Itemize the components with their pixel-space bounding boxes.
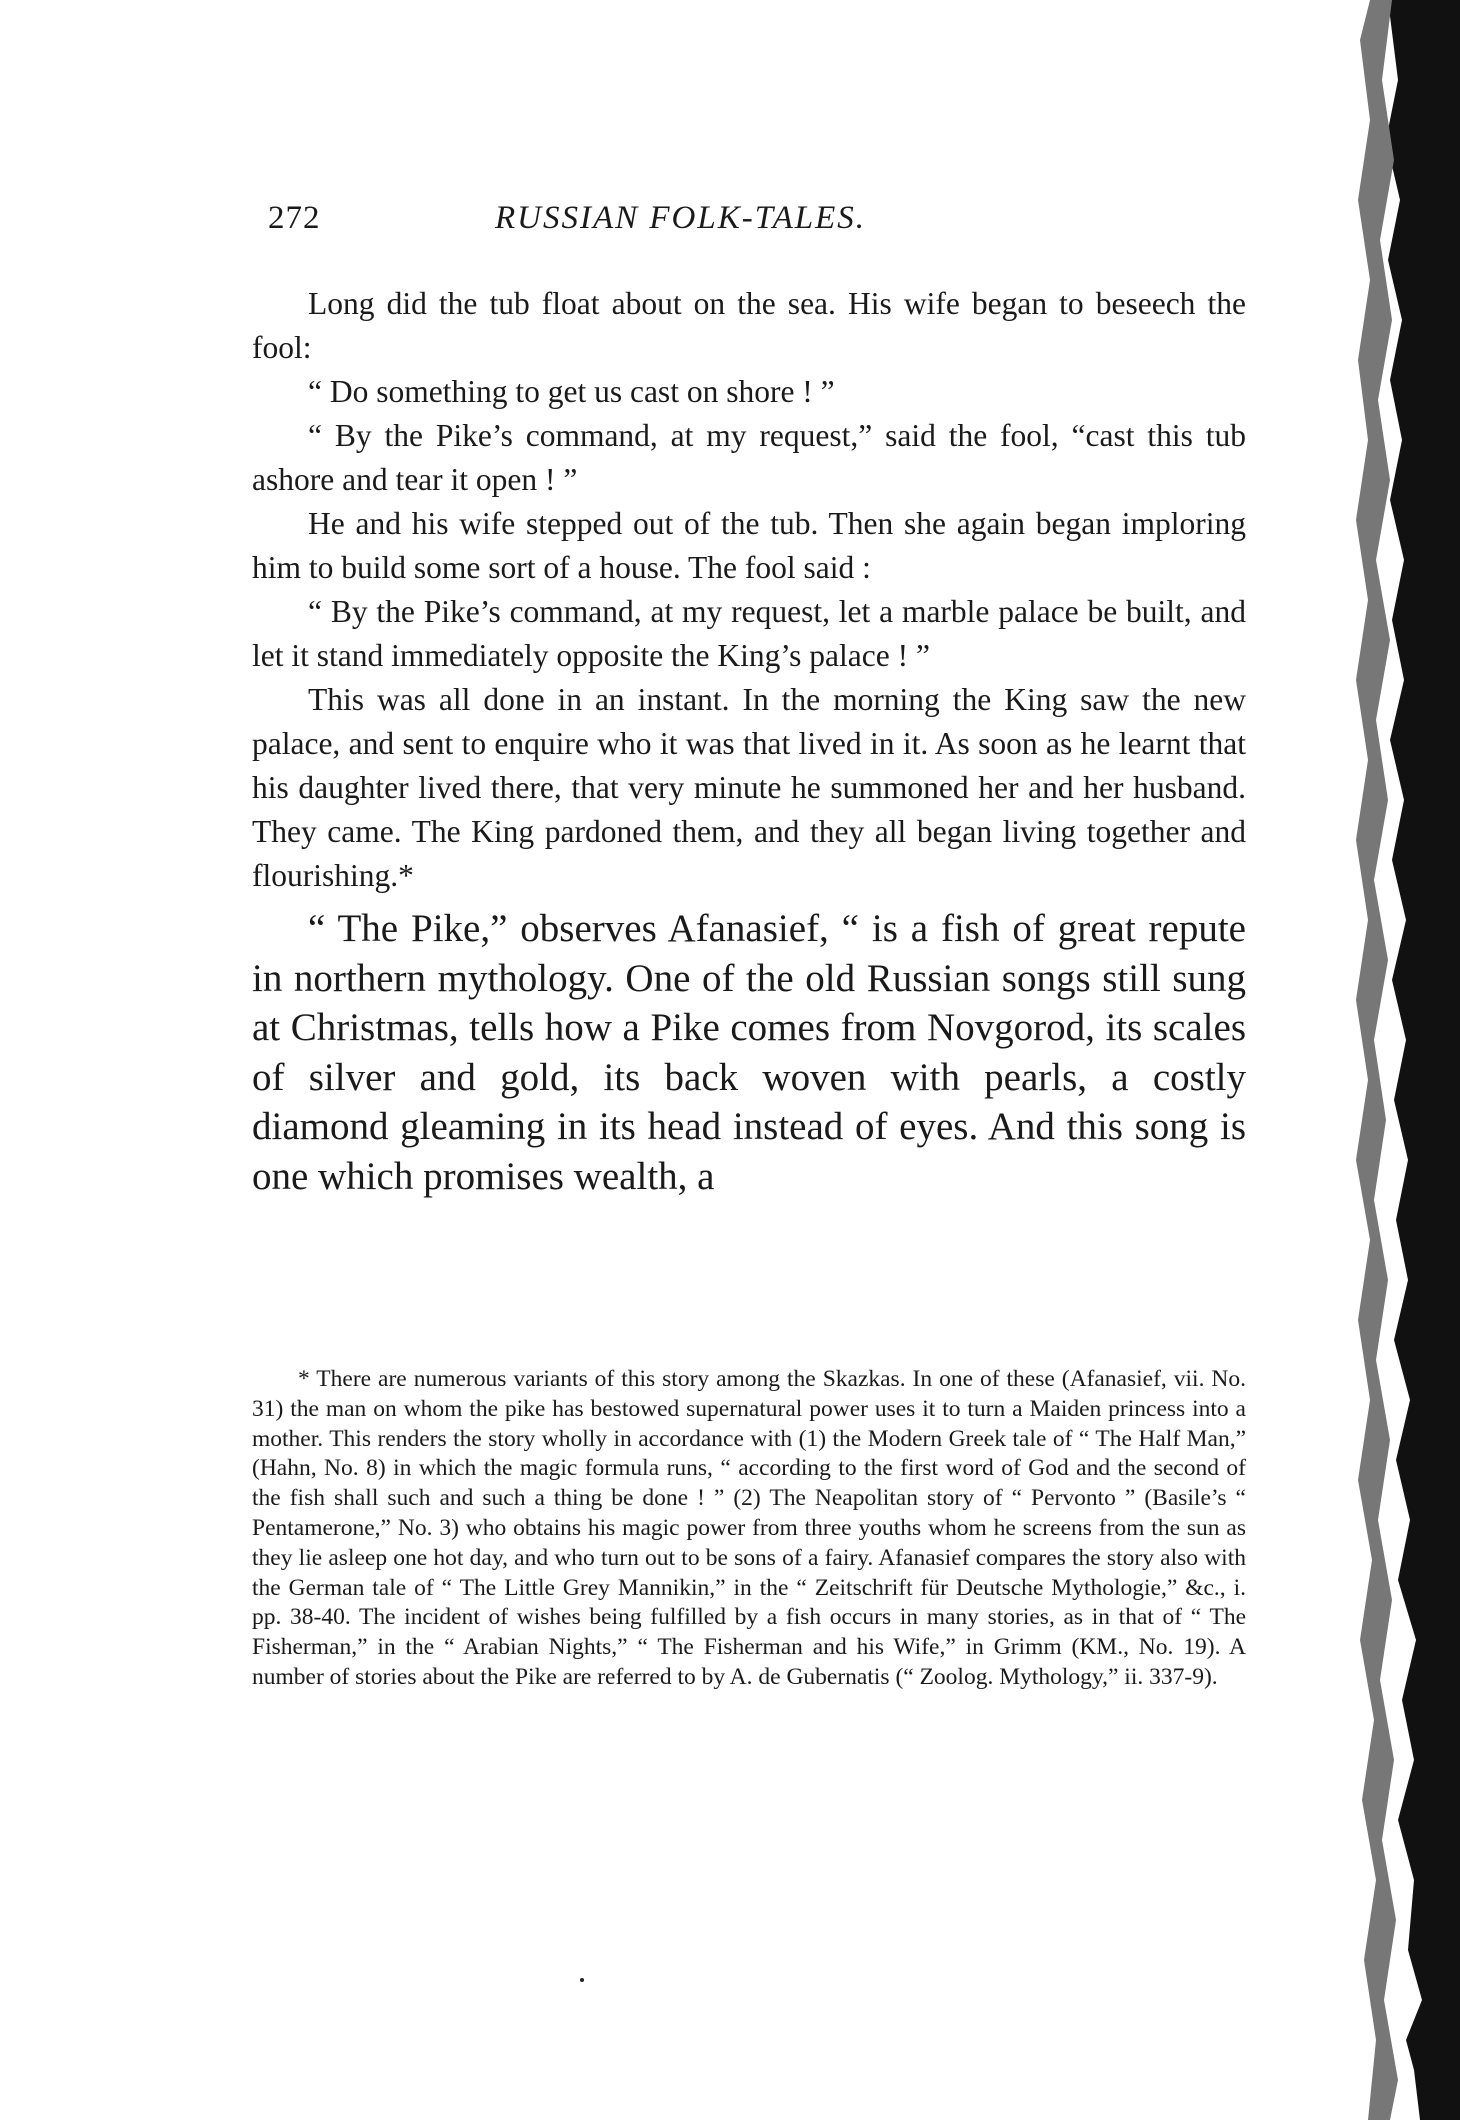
- paragraph: This was all done in an instant. In the morning the King saw the new palace, and sent to enquire who it was that lived in it. As soon as he learnt that his daughter lived there, that very minute he summoned her and her husband. They came. The King pardoned them, and they all began living together and flourishing.*: [252, 682, 1246, 893]
- paragraph: “ By the Pike’s command, at my request, let a marble palace be built, and let it stand immediately opposite the King’s palace ! ”: [252, 594, 1246, 673]
- footnote-text: * There are numerous variants of this story among the Skazkas. In one of these (Afanasief, vii. No. 31) the man on whom the pike has bestowed supernatural power uses it to turn a Maiden princess into a mother. This renders the story wholly in accordance with (1) the Modern Greek tale of “ The Half Man,” (Hahn, No. 8) in which the magic formula runs, “ according to the first word of God and the second of the fish shall such and such a thing be done ! ” (2) The Neapolitan story of “ Pervonto ” (Basile’s “ Pentamerone,” No. 3) who obtains his magic power from three youths whom he screens from the sun as they lie asleep one hot day, and who turn out to be sons of a fairy. Afanasief compares the story also with the German tale of “ The Little Grey Mannikin,” in the “ Zeitschrift für Deutsche Mythologie,” &c., i. pp. 38-40. The incident of wishes being fulfilled by a fish occurs in many stories, as in that of “ The Fisherman,” in the “ Arabian Nights,” “ The Fisherman and his Wife,” in Grimm (KM., No. 19). A number of stories about the Pike are referred to by A. de Gubernatis (“ Zoolog. Mythology,” ii. 337-9).: [252, 1366, 1246, 1690]
- narrative-section: [252, 282, 1246, 898]
- footnote: [252, 1365, 1246, 1693]
- paragraph: He and his wife stepped out of the tub. Then she again began imploring him to build some sort of a house. The fool said :: [252, 506, 1246, 585]
- page-header: [250, 200, 1250, 250]
- scan-binding-shadow: [1310, 0, 1460, 2120]
- page-number: 272: [268, 200, 321, 236]
- commentary-section: [252, 904, 1246, 1201]
- paragraph: “ Do something to get us cast on shore ! ”: [308, 374, 835, 409]
- paragraph: “ By the Pike’s command, at my request,” said the fool, “cast this tub ashore and tear it open ! ”: [252, 418, 1246, 497]
- paragraph: Long did the tub float about on the sea. His wife began to beseech the fool:: [252, 286, 1246, 365]
- paragraph: “ The Pike,” observes Afanasief, “ is a fish of great repute in northern mythology. One of the old Russian songs still sung at Christmas, tells how a Pike comes from Novgorod, its scales of silver and gold, its back woven with pearls, a costly diamond gleaming in its head instead of eyes. And this song is one which promises wealth, a: [252, 907, 1246, 1198]
- body-text: [252, 282, 1246, 1201]
- running-title: RUSSIAN FOLK-TALES.: [495, 200, 867, 236]
- ink-speck: [580, 1978, 584, 1982]
